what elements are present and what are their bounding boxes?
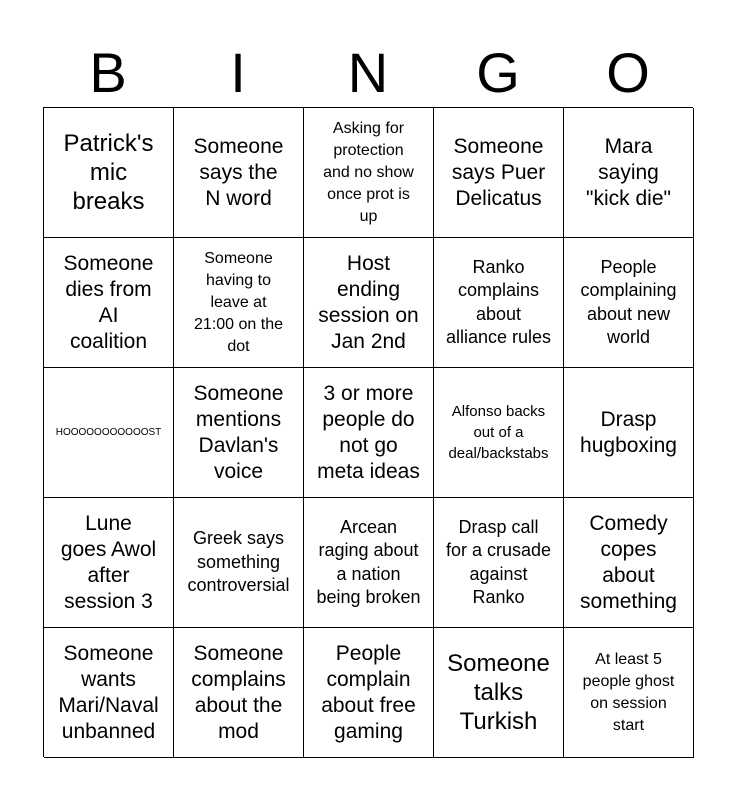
cell-text: Comedy copes about something — [580, 511, 677, 613]
bingo-cell[interactable] — [44, 498, 174, 628]
header-letter-g: G — [476, 41, 520, 104]
bingo-cell[interactable] — [174, 238, 304, 368]
cell-text: Alfonso backs out of a deal/backstabs — [448, 403, 549, 462]
cell-text: Drasp call for a crusade against Ranko — [445, 516, 552, 607]
bingo-cell[interactable] — [304, 368, 434, 498]
bingo-cell[interactable] — [174, 108, 304, 238]
bingo-cell[interactable] — [564, 108, 694, 238]
header-letter-o: O — [606, 41, 650, 104]
cell-text: People complaining about new world — [580, 256, 677, 347]
bingo-cell[interactable] — [44, 628, 174, 758]
bingo-cell[interactable] — [434, 498, 564, 628]
bingo-cell[interactable] — [44, 368, 174, 498]
bingo-cell[interactable] — [564, 628, 694, 758]
cell-text: Someone having to leave at 21:00 on the dot — [194, 249, 283, 355]
bingo-cell[interactable] — [564, 238, 694, 368]
cell-text: Arcean raging about a nation being broken — [316, 516, 421, 607]
cell-text: 3 or more people do not go meta ideas — [317, 381, 420, 483]
cell-text: HOOOOOOOOOOOST — [55, 426, 162, 438]
bingo-cell[interactable] — [564, 368, 694, 498]
bingo-cell[interactable] — [304, 628, 434, 758]
cell-text: Someone talks Turkish — [447, 650, 550, 735]
cell-text: Lune goes Awol after session 3 — [60, 511, 157, 613]
bingo-cell[interactable] — [44, 238, 174, 368]
cell-text: Patrick's mic breaks — [63, 130, 154, 215]
cell-text: Someone says the N word — [193, 134, 284, 210]
cell-text: Host ending session on Jan 2nd — [318, 251, 419, 353]
cell-text: Someone says Puer Delicatus — [451, 134, 546, 210]
bingo-cell[interactable] — [304, 238, 434, 368]
bingo-grid — [43, 107, 693, 757]
cell-text: Someone wants Mari/Naval unbanned — [58, 641, 159, 743]
header-letter-b: B — [89, 41, 127, 104]
bingo-cell[interactable] — [174, 628, 304, 758]
cell-text: Drasp hugboxing — [580, 407, 677, 457]
bingo-cell[interactable] — [434, 628, 564, 758]
bingo-cell[interactable] — [174, 368, 304, 498]
bingo-cell[interactable] — [304, 498, 434, 628]
header-letter-i: I — [230, 41, 246, 104]
cell-text: Someone dies from AI coalition — [63, 251, 154, 353]
cell-text: People complain about free gaming — [321, 641, 416, 743]
cell-text: Ranko complains about alliance rules — [445, 256, 552, 347]
bingo-cell[interactable] — [434, 108, 564, 238]
bingo-cell[interactable] — [564, 498, 694, 628]
cell-text: Asking for protection and no show once prot is up — [323, 119, 414, 225]
cell-text: Someone mentions Davlan's voice — [193, 381, 284, 483]
header-letter-n: N — [347, 41, 389, 104]
bingo-cell[interactable] — [44, 108, 174, 238]
bingo-cell[interactable] — [434, 238, 564, 368]
bingo-cell[interactable] — [434, 368, 564, 498]
cell-text: Someone complains about the mod — [191, 641, 286, 743]
bingo-cell[interactable] — [174, 498, 304, 628]
cell-text: Mara saying "kick die" — [586, 134, 671, 210]
bingo-cell[interactable] — [304, 108, 434, 238]
cell-text: Greek says something controversial — [187, 528, 290, 596]
cell-text: At least 5 people ghost on session start — [582, 650, 675, 734]
bingo-header — [43, 40, 693, 106]
